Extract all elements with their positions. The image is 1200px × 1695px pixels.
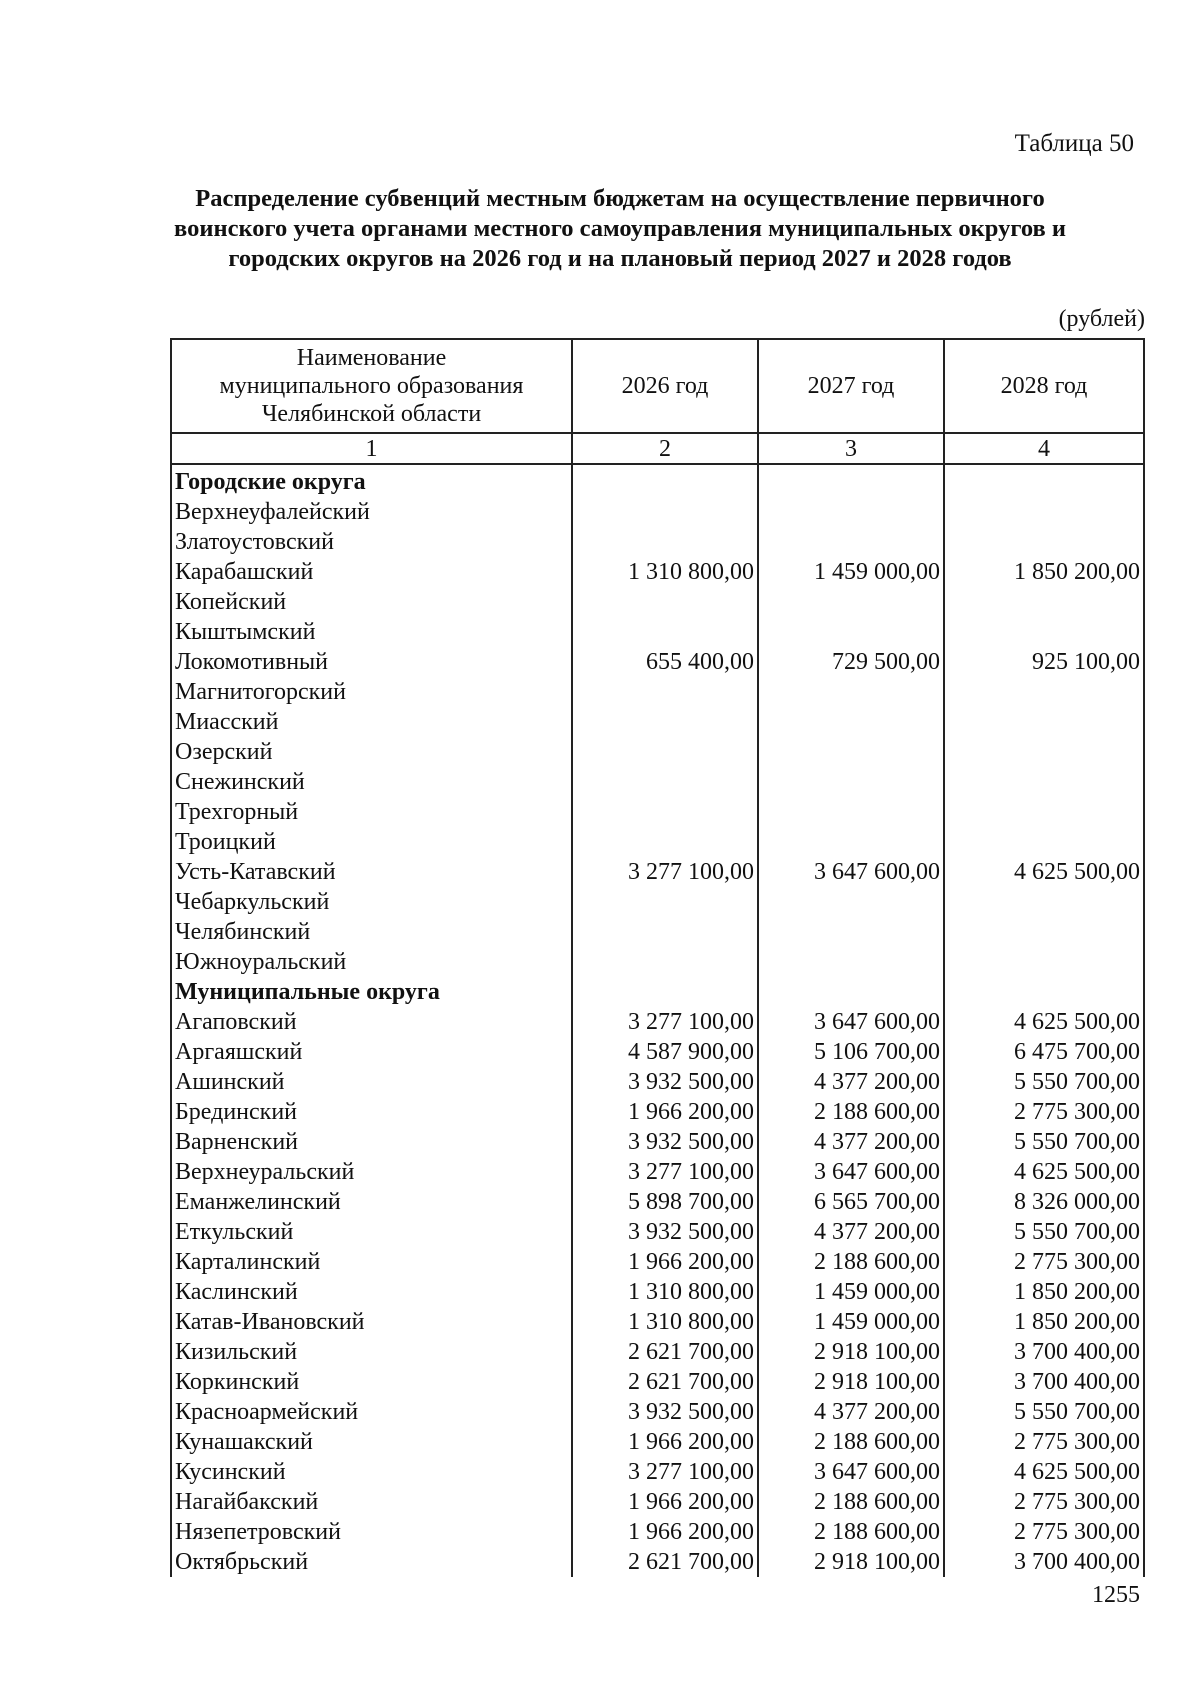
value-2028: 5 550 700,00 bbox=[944, 1397, 1144, 1427]
municipality-name: Челябинский bbox=[171, 917, 572, 947]
value-2028: 2 775 300,00 bbox=[944, 1487, 1144, 1517]
value-2026: 1 966 200,00 bbox=[572, 1487, 758, 1517]
value-2028 bbox=[944, 797, 1144, 827]
municipality-name: Еткульский bbox=[171, 1217, 572, 1247]
value-2027: 729 500,00 bbox=[758, 647, 944, 677]
value-2028 bbox=[944, 617, 1144, 647]
document-title bbox=[150, 184, 1090, 274]
value-2026: 3 277 100,00 bbox=[572, 1007, 758, 1037]
title-line: Распределение субвенций местным бюджетам на осуществление первичного bbox=[195, 185, 1045, 212]
municipality-name: Нагайбакский bbox=[171, 1487, 572, 1517]
value-2027: 1 459 000,00 bbox=[758, 557, 944, 587]
value-2027: 2 188 600,00 bbox=[758, 1427, 944, 1457]
value-2028 bbox=[944, 527, 1144, 557]
table-row bbox=[171, 557, 1144, 587]
value-2027: 3 647 600,00 bbox=[758, 1007, 944, 1037]
section-row bbox=[171, 464, 1144, 497]
header-2028: 2028 год bbox=[944, 339, 1144, 433]
value-2026: 3 932 500,00 bbox=[572, 1127, 758, 1157]
value-2026 bbox=[572, 797, 758, 827]
value-2026 bbox=[572, 827, 758, 857]
value-2026: 1 310 800,00 bbox=[572, 1277, 758, 1307]
value-2027: 2 918 100,00 bbox=[758, 1547, 944, 1577]
value-2028 bbox=[944, 917, 1144, 947]
value-2028: 4 625 500,00 bbox=[944, 1007, 1144, 1037]
header-2026: 2026 год bbox=[572, 339, 758, 433]
table-row bbox=[171, 527, 1144, 557]
municipality-name: Каслинский bbox=[171, 1277, 572, 1307]
value-2028: 8 326 000,00 bbox=[944, 1187, 1144, 1217]
table-row bbox=[171, 1067, 1144, 1097]
table-row bbox=[171, 827, 1144, 857]
municipality-name: Аргаяшский bbox=[171, 1037, 572, 1067]
municipality-name: Катав-Ивановский bbox=[171, 1307, 572, 1337]
value-2026: 1 966 200,00 bbox=[572, 1097, 758, 1127]
units-label: (рублей) bbox=[1058, 306, 1145, 332]
value-2028: 2 775 300,00 bbox=[944, 1247, 1144, 1277]
value-2026: 1 310 800,00 bbox=[572, 557, 758, 587]
table-row bbox=[171, 1547, 1144, 1577]
table-row bbox=[171, 737, 1144, 767]
value-2026 bbox=[572, 677, 758, 707]
municipality-name: Чебаркульский bbox=[171, 887, 572, 917]
value-2026 bbox=[572, 617, 758, 647]
table-row bbox=[171, 1457, 1144, 1487]
table-row bbox=[171, 1487, 1144, 1517]
table-row bbox=[171, 1397, 1144, 1427]
value-2027 bbox=[758, 464, 944, 497]
header-2027: 2027 год bbox=[758, 339, 944, 433]
table-row bbox=[171, 1247, 1144, 1277]
value-2027: 2 918 100,00 bbox=[758, 1367, 944, 1397]
value-2027: 4 377 200,00 bbox=[758, 1217, 944, 1247]
municipality-name: Верхнеуральский bbox=[171, 1157, 572, 1187]
value-2028: 3 700 400,00 bbox=[944, 1337, 1144, 1367]
value-2026 bbox=[572, 887, 758, 917]
value-2026 bbox=[572, 737, 758, 767]
value-2026 bbox=[572, 527, 758, 557]
value-2028: 1 850 200,00 bbox=[944, 1277, 1144, 1307]
column-number: 3 bbox=[758, 433, 944, 464]
value-2027: 1 459 000,00 bbox=[758, 1277, 944, 1307]
value-2028: 6 475 700,00 bbox=[944, 1037, 1144, 1067]
value-2027 bbox=[758, 707, 944, 737]
value-2028: 2 775 300,00 bbox=[944, 1427, 1144, 1457]
header-name: Наименование муниципального образования Челябинской области bbox=[171, 339, 572, 433]
value-2028 bbox=[944, 977, 1144, 1007]
table-row bbox=[171, 1337, 1144, 1367]
municipality-name: Кунашакский bbox=[171, 1427, 572, 1457]
table-row bbox=[171, 857, 1144, 887]
header-row bbox=[171, 339, 1144, 433]
municipality-name: Коркинский bbox=[171, 1367, 572, 1397]
table-row bbox=[171, 497, 1144, 527]
value-2027: 4 377 200,00 bbox=[758, 1067, 944, 1097]
table-row bbox=[171, 587, 1144, 617]
value-2028: 5 550 700,00 bbox=[944, 1217, 1144, 1247]
table-label: Таблица 50 bbox=[1014, 130, 1134, 157]
value-2027 bbox=[758, 617, 944, 647]
municipality-name: Карабашский bbox=[171, 557, 572, 587]
value-2027 bbox=[758, 767, 944, 797]
table-row bbox=[171, 887, 1144, 917]
page-number: 1255 bbox=[1092, 1582, 1140, 1608]
municipality-name: Миасский bbox=[171, 707, 572, 737]
municipality-name: Троицкий bbox=[171, 827, 572, 857]
value-2028 bbox=[944, 707, 1144, 737]
municipality-name: Карталинский bbox=[171, 1247, 572, 1277]
value-2027: 3 647 600,00 bbox=[758, 1157, 944, 1187]
municipality-name: Красноармейский bbox=[171, 1397, 572, 1427]
table-row bbox=[171, 947, 1144, 977]
value-2027 bbox=[758, 527, 944, 557]
value-2028 bbox=[944, 587, 1144, 617]
value-2027: 4 377 200,00 bbox=[758, 1127, 944, 1157]
municipality-name: Ашинский bbox=[171, 1067, 572, 1097]
municipality-name: Копейский bbox=[171, 587, 572, 617]
value-2028 bbox=[944, 887, 1144, 917]
municipality-name: Снежинский bbox=[171, 767, 572, 797]
value-2026: 1 966 200,00 bbox=[572, 1427, 758, 1457]
value-2026: 3 932 500,00 bbox=[572, 1067, 758, 1097]
value-2027 bbox=[758, 917, 944, 947]
municipality-name: Озерский bbox=[171, 737, 572, 767]
value-2026: 1 966 200,00 bbox=[572, 1517, 758, 1547]
value-2028: 925 100,00 bbox=[944, 647, 1144, 677]
value-2028: 4 625 500,00 bbox=[944, 1457, 1144, 1487]
value-2028: 3 700 400,00 bbox=[944, 1547, 1144, 1577]
municipality-name: Еманжелинский bbox=[171, 1187, 572, 1217]
value-2026: 1 966 200,00 bbox=[572, 1247, 758, 1277]
value-2027: 2 918 100,00 bbox=[758, 1337, 944, 1367]
value-2027: 6 565 700,00 bbox=[758, 1187, 944, 1217]
value-2028: 2 775 300,00 bbox=[944, 1097, 1144, 1127]
value-2028: 4 625 500,00 bbox=[944, 1157, 1144, 1187]
municipality-name: Брединский bbox=[171, 1097, 572, 1127]
value-2026 bbox=[572, 767, 758, 797]
value-2026 bbox=[572, 707, 758, 737]
column-number-row bbox=[171, 433, 1144, 464]
value-2026 bbox=[572, 917, 758, 947]
value-2028 bbox=[944, 737, 1144, 767]
value-2026: 3 932 500,00 bbox=[572, 1397, 758, 1427]
table-row bbox=[171, 707, 1144, 737]
value-2028 bbox=[944, 677, 1144, 707]
municipality-name: Верхнеуфалейский bbox=[171, 497, 572, 527]
value-2028 bbox=[944, 464, 1144, 497]
municipality-name: Варненский bbox=[171, 1127, 572, 1157]
value-2027: 3 647 600,00 bbox=[758, 857, 944, 887]
value-2026 bbox=[572, 587, 758, 617]
table-row bbox=[171, 917, 1144, 947]
value-2026: 4 587 900,00 bbox=[572, 1037, 758, 1067]
value-2027: 2 188 600,00 bbox=[758, 1517, 944, 1547]
value-2027: 1 459 000,00 bbox=[758, 1307, 944, 1337]
value-2026: 3 277 100,00 bbox=[572, 1457, 758, 1487]
value-2027 bbox=[758, 977, 944, 1007]
table-body bbox=[171, 464, 1144, 1577]
value-2026: 3 277 100,00 bbox=[572, 1157, 758, 1187]
table-row bbox=[171, 1007, 1144, 1037]
value-2027: 2 188 600,00 bbox=[758, 1247, 944, 1277]
municipality-name: Южноуральский bbox=[171, 947, 572, 977]
municipality-name: Октябрьский bbox=[171, 1547, 572, 1577]
value-2026 bbox=[572, 497, 758, 527]
table-row bbox=[171, 647, 1144, 677]
municipality-name: Трехгорный bbox=[171, 797, 572, 827]
table-row bbox=[171, 1127, 1144, 1157]
value-2027 bbox=[758, 827, 944, 857]
value-2028: 5 550 700,00 bbox=[944, 1127, 1144, 1157]
value-2026: 2 621 700,00 bbox=[572, 1367, 758, 1397]
municipality-name: Нязепетровский bbox=[171, 1517, 572, 1547]
municipality-name: Кизильский bbox=[171, 1337, 572, 1367]
value-2027: 2 188 600,00 bbox=[758, 1487, 944, 1517]
value-2026: 2 621 700,00 bbox=[572, 1547, 758, 1577]
municipality-name: Локомотивный bbox=[171, 647, 572, 677]
value-2026: 3 277 100,00 bbox=[572, 857, 758, 887]
title-line: воинского учета органами местного самоуправления муниципальных округов и bbox=[174, 215, 1066, 242]
table-row bbox=[171, 1037, 1144, 1067]
value-2027 bbox=[758, 797, 944, 827]
value-2027 bbox=[758, 497, 944, 527]
column-number: 2 bbox=[572, 433, 758, 464]
table-row bbox=[171, 1187, 1144, 1217]
municipality-name: Муниципальные округа bbox=[171, 977, 572, 1007]
municipality-name: Златоустовский bbox=[171, 527, 572, 557]
value-2026 bbox=[572, 977, 758, 1007]
value-2027 bbox=[758, 677, 944, 707]
table-row bbox=[171, 797, 1144, 827]
value-2026: 3 932 500,00 bbox=[572, 1217, 758, 1247]
value-2027 bbox=[758, 737, 944, 767]
table-row bbox=[171, 1277, 1144, 1307]
column-number: 1 bbox=[171, 433, 572, 464]
municipality-name: Городские округа bbox=[171, 464, 572, 497]
value-2028: 2 775 300,00 bbox=[944, 1517, 1144, 1547]
municipality-name: Агаповский bbox=[171, 1007, 572, 1037]
value-2028 bbox=[944, 497, 1144, 527]
table-row bbox=[171, 677, 1144, 707]
value-2028 bbox=[944, 827, 1144, 857]
table-row bbox=[171, 1217, 1144, 1247]
municipality-name: Усть-Катавский bbox=[171, 857, 572, 887]
value-2027 bbox=[758, 587, 944, 617]
table-row bbox=[171, 1307, 1144, 1337]
municipality-name: Магнитогорский bbox=[171, 677, 572, 707]
table-row bbox=[171, 617, 1144, 647]
table-row bbox=[171, 1097, 1144, 1127]
value-2026: 5 898 700,00 bbox=[572, 1187, 758, 1217]
title-line: городских округов на 2026 год и на плановый период 2027 и 2028 годов bbox=[228, 245, 1012, 272]
value-2026: 2 621 700,00 bbox=[572, 1337, 758, 1367]
table-row bbox=[171, 1517, 1144, 1547]
value-2026: 655 400,00 bbox=[572, 647, 758, 677]
value-2027: 2 188 600,00 bbox=[758, 1097, 944, 1127]
value-2028: 4 625 500,00 bbox=[944, 857, 1144, 887]
value-2028: 1 850 200,00 bbox=[944, 557, 1144, 587]
value-2028: 3 700 400,00 bbox=[944, 1367, 1144, 1397]
value-2028 bbox=[944, 767, 1144, 797]
value-2027 bbox=[758, 887, 944, 917]
column-number: 4 bbox=[944, 433, 1144, 464]
value-2028: 5 550 700,00 bbox=[944, 1067, 1144, 1097]
table-row bbox=[171, 1157, 1144, 1187]
section-row bbox=[171, 977, 1144, 1007]
value-2027: 3 647 600,00 bbox=[758, 1457, 944, 1487]
table-row bbox=[171, 767, 1144, 797]
value-2028 bbox=[944, 947, 1144, 977]
value-2028: 1 850 200,00 bbox=[944, 1307, 1144, 1337]
table-row bbox=[171, 1367, 1144, 1397]
value-2027 bbox=[758, 947, 944, 977]
value-2027: 5 106 700,00 bbox=[758, 1037, 944, 1067]
municipality-name: Кыштымский bbox=[171, 617, 572, 647]
table-row bbox=[171, 1427, 1144, 1457]
value-2026: 1 310 800,00 bbox=[572, 1307, 758, 1337]
municipality-name: Кусинский bbox=[171, 1457, 572, 1487]
value-2026 bbox=[572, 947, 758, 977]
subvention-table bbox=[170, 338, 1145, 1577]
value-2027: 4 377 200,00 bbox=[758, 1397, 944, 1427]
value-2026 bbox=[572, 464, 758, 497]
